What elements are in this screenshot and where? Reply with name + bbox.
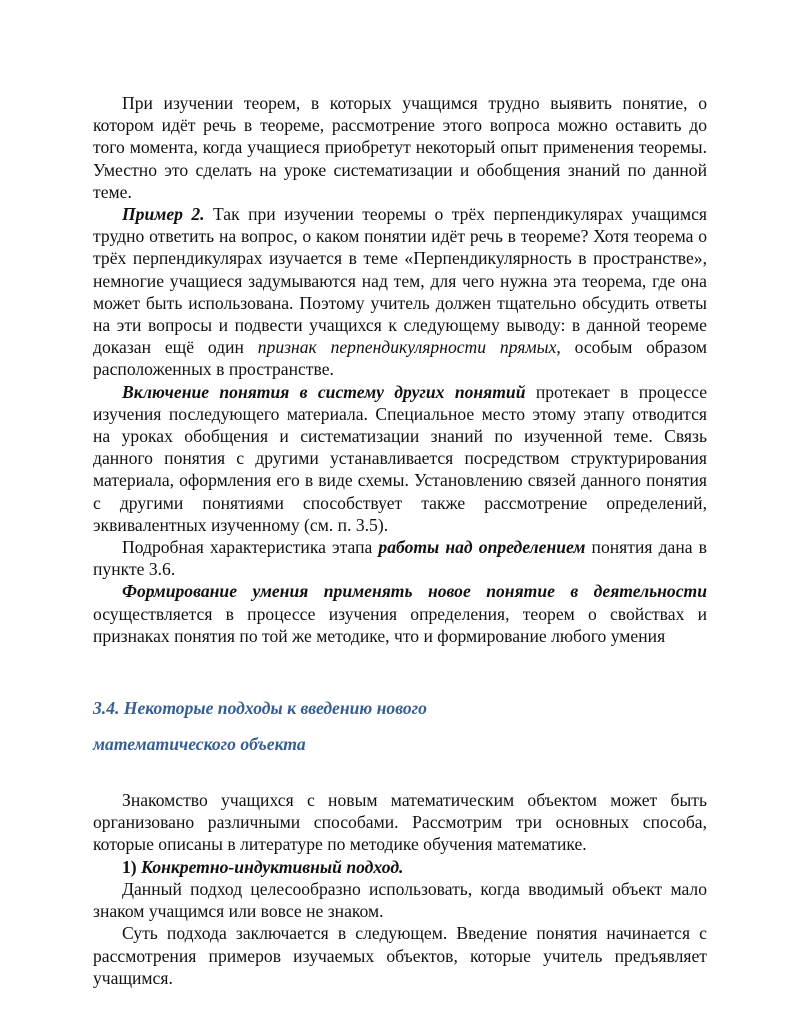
paragraph-theorem-study xyxy=(93,92,707,203)
paragraph-intro-methods xyxy=(93,789,707,856)
paragraph-text: протекает в процессе изучения последующего материала. Специальное место этому этапу отводится на уроках обобщения и систематизации знаний по изученной теме. Связь данного понятия с другими устанавливается посредством структурирования материала, оформления его в виде схемы. Установлению связей данного понятия с другими понятиями способствует также рассмотрение определений, эквивалентных изученному (см. п. 3.5). xyxy=(93,381,708,535)
paragraph-text: осуществляется в процессе изучения определения, теорем о свойствах и признаках понятия по той же методике, что и формирование любого умения xyxy=(93,603,707,646)
document-page xyxy=(93,92,707,989)
italic-term: признак перпендикулярности прямых xyxy=(257,337,557,358)
list-number: 1) xyxy=(122,856,142,877)
paragraph-concept-system xyxy=(93,381,707,536)
paragraph-text: Суть подхода заключается в следующем. Введение понятия начинается с рассмотрения примеров изучаемых объектов, которые учитель предъявляет учащимся. xyxy=(93,923,707,988)
paragraph-approach-usage xyxy=(93,878,707,922)
section-heading-line-1: 3.4. Некоторые подходы к введению нового xyxy=(93,698,427,719)
paragraph-text: понятия дана в пункте 3.6. xyxy=(93,537,707,580)
paragraph-text: , особым образом расположенных в пространстве. xyxy=(93,337,707,380)
emphasis-term: Включение понятия в систему других понятий xyxy=(122,381,526,402)
approach-title: Конкретно-индуктивный подход. xyxy=(141,856,404,877)
paragraph-text: Подробная характеристика этапа xyxy=(122,537,379,558)
section-heading-line-2: математического объекта xyxy=(93,734,306,755)
paragraph-approach-1 xyxy=(93,856,707,878)
paragraph-text: Знакомство учащихся с новым математическим объектом может быть организовано различными способами. Рассмотрим три основных способа, которые описаны в литературе по методике обучения математике. xyxy=(93,790,707,855)
example-label: Пример 2. xyxy=(122,204,205,225)
paragraph-skill-forming xyxy=(93,580,707,647)
paragraph-text: При изучении теорем, в которых учащимся трудно выявить понятие, о котором идёт речь в теореме, рассмотрение этого вопроса можно оставить до того момента, когда учащиеся приобретут некоторый опыт применения теоремы. Уместно это сделать на уроке систематизации и обобщения знаний по данной теме. xyxy=(93,93,707,202)
paragraph-definition-work xyxy=(93,536,707,580)
emphasis-term: Формирование умения применять новое понятие в деятельности xyxy=(122,581,707,602)
paragraph-approach-essence xyxy=(93,922,707,989)
paragraph-example-2 xyxy=(93,203,707,381)
paragraph-text: Данный подход целесообразно использовать, когда вводимый объект мало знаком учащимся или вовсе не знаком. xyxy=(93,878,707,922)
emphasis-term: работы над определением xyxy=(378,537,586,558)
paragraph-text: Так при изучении теоремы о трёх перпендикулярах учащимся трудно ответить на вопрос, о каком понятии идёт речь в теореме? Хотя теорема о трёх перпендикулярах изучается в теме «Перпендикулярность в пространстве», немногие учащиеся задумываются над тем, для чего нужна эта теорема, где она может быть использована. Поэтому учитель должен тщательно обсудить ответы на эти вопросы и подвести учащихся к следующему выводу: в данной теореме доказан ещё один xyxy=(93,204,707,358)
